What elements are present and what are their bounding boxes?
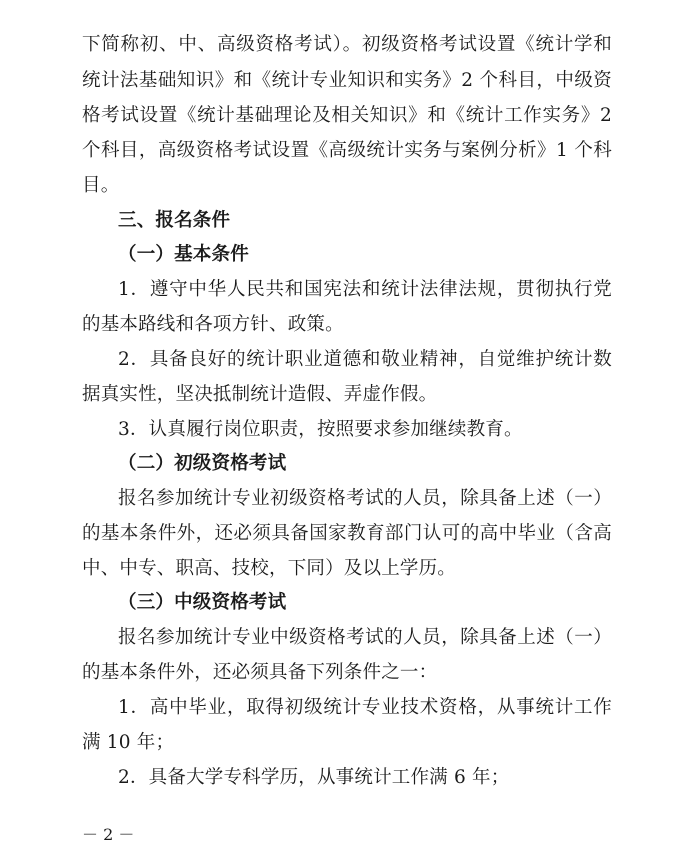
paragraph-line: 下简称初、中、高级资格考试）。初级资格考试设置《统计学和 bbox=[82, 34, 612, 55]
subsection-heading-basic: （一）基本条件 bbox=[118, 244, 249, 265]
paragraph-line: 2．具备大学专科学历，从事统计工作满 6 年； bbox=[118, 767, 510, 788]
section-heading-registration: 三、报名条件 bbox=[118, 210, 231, 231]
paragraph-line: 3．认真履行岗位职责，按照要求参加继续教育。 bbox=[118, 419, 523, 440]
paragraph-line: 的基本路线和各项方针、政策。 bbox=[82, 314, 344, 335]
paragraph-line: 1．遵守中华人民共和国宪法和统计法律法规，贯彻执行党 bbox=[118, 279, 612, 300]
paragraph-line: 报名参加统计专业中级资格考试的人员，除具备上述（一） bbox=[118, 627, 612, 648]
subsection-heading-junior: （二）初级资格考试 bbox=[118, 453, 287, 474]
paragraph-line: 1．高中毕业，取得初级统计专业技术资格，从事统计工作 bbox=[118, 697, 612, 718]
paragraph-line: 的基本条件外，还必须具备国家教育部门认可的高中毕业（含高 bbox=[82, 523, 612, 544]
paragraph-line: 个科目，高级资格考试设置《高级统计实务与案例分析》1 个科 bbox=[82, 140, 612, 161]
paragraph-line: 2．具备良好的统计职业道德和敬业精神，自觉维护统计数 bbox=[118, 349, 612, 370]
subsection-heading-intermediate: （三）中级资格考试 bbox=[118, 592, 287, 613]
paragraph-line: 中、中专、职高、技校，下同）及以上学历。 bbox=[82, 558, 457, 579]
paragraph-line: 报名参加统计专业初级资格考试的人员，除具备上述（一） bbox=[118, 488, 612, 509]
paragraph-line: 的基本条件外，还必须具备下列条件之一： bbox=[82, 662, 438, 683]
paragraph-line: 目。 bbox=[82, 175, 120, 196]
page-number: － 2 － bbox=[82, 825, 135, 844]
paragraph-line: 满 10 年； bbox=[82, 732, 175, 753]
paragraph-line: 据真实性，坚决抵制统计造假、弄虚作假。 bbox=[82, 384, 438, 405]
paragraph-line: 格考试设置《统计基础理论及相关知识》和《统计工作实务》2 bbox=[82, 105, 612, 126]
paragraph-line: 统计法基础知识》和《统计专业知识和实务》2 个科目，中级资 bbox=[82, 70, 612, 91]
